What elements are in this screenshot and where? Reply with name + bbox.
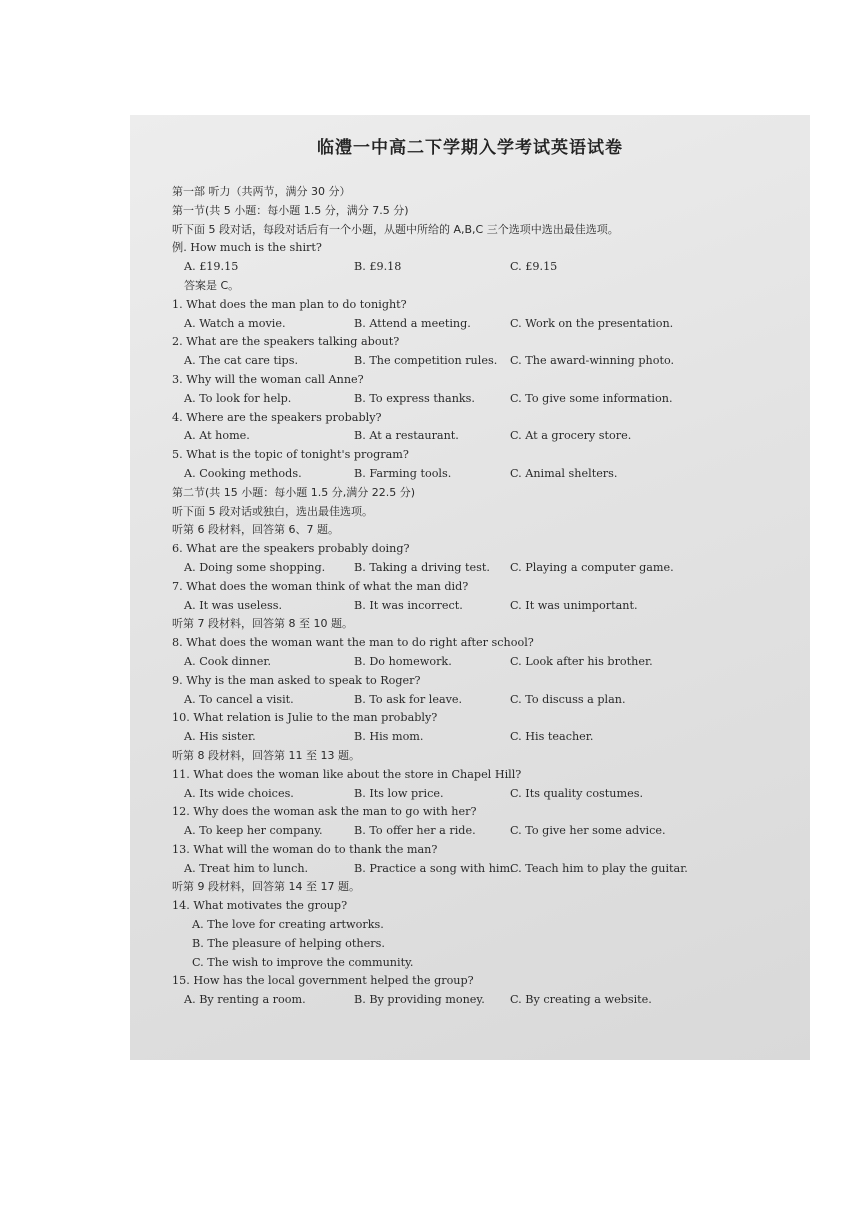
section-instruction: 听下面 5 段对话或独白，选出最佳选项。 (172, 504, 373, 518)
section-heading: 第一节(共 5 小题：每小题 1.5 分，满分 7.5 分) (172, 203, 409, 217)
option-a: A. To cancel a visit. (184, 692, 294, 706)
option-a: A. Treat him to lunch. (184, 861, 309, 875)
question: 6. What are the speakers probably doing? (172, 542, 410, 556)
option-a: A. At home. (184, 429, 250, 443)
option-c: C. His teacher. (510, 730, 594, 744)
option-a: A. The love for creating artworks. (192, 918, 384, 932)
options (172, 390, 792, 409)
option-a: A. To look for help. (184, 391, 292, 405)
question: 8. What does the woman want the man to do right after school? (172, 636, 534, 650)
option-b: B. Attend a meeting. (354, 316, 471, 330)
example-answer: 答案是 C。 (184, 278, 240, 292)
options (172, 653, 792, 672)
option-a: A. Cook dinner. (184, 654, 272, 668)
section-heading: 第二节(共 15 小题：每小题 1.5 分,满分 22.5 分) (172, 485, 416, 499)
option-c: C. The award-winning photo. (510, 354, 675, 368)
option-c: C. To give her some advice. (510, 824, 666, 838)
option-b: B. His mom. (354, 730, 424, 744)
option-c: C. Look after his brother. (510, 654, 653, 668)
material-heading: 听第 8 段材料，回答第 11 至 13 题。 (172, 748, 360, 762)
option-b: B. At a restaurant. (354, 429, 459, 443)
question: 2. What are the speakers talking about? (172, 335, 400, 349)
options (172, 991, 792, 1010)
option-a: A. £19.15 (184, 260, 239, 274)
options (172, 728, 792, 747)
part-heading: 第一部 听力（共两节，满分 30 分） (172, 185, 351, 198)
exam-paper (130, 115, 810, 1060)
option-b: B. To express thanks. (354, 391, 475, 405)
option-c: C. To discuss a plan. (510, 692, 626, 706)
option-b: B. To offer her a ride. (354, 824, 476, 838)
options (172, 315, 792, 334)
option-b: B. The competition rules. (354, 354, 498, 368)
material-heading: 听第 7 段材料，回答第 8 至 10 题。 (172, 617, 353, 631)
option-b: B. By providing money. (354, 993, 485, 1007)
options (172, 860, 792, 879)
question: 12. Why does the woman ask the man to go with her? (172, 805, 477, 819)
option-a: A. To keep her company. (184, 824, 323, 838)
options (172, 691, 792, 710)
option-c: C. £9.15 (510, 260, 558, 274)
material-heading: 听第 6 段材料，回答第 6、7 题。 (172, 523, 339, 537)
question: 4. Where are the speakers probably? (172, 410, 382, 424)
option-b: B. Farming tools. (354, 466, 452, 480)
option-b: B. £9.18 (354, 260, 402, 274)
option-a: A. The cat care tips. (184, 354, 299, 368)
option-a: A. It was useless. (184, 598, 283, 612)
option-b: B. Taking a driving test. (354, 560, 490, 574)
options (172, 559, 792, 578)
option-a: A. His sister. (184, 730, 256, 744)
option-c: C. At a grocery store. (510, 429, 632, 443)
options (172, 427, 792, 446)
option-a: A. Doing some shopping. (184, 560, 326, 574)
option-a: A. By renting a room. (184, 993, 306, 1007)
section-instruction: 听下面 5 段对话，每段对话后有一个小题，从题中所给的 A,B,C 三个选项中选出最佳选项。 (172, 222, 619, 236)
option-c: C. Its quality costumes. (510, 786, 644, 800)
option-c: C. Teach him to play the guitar. (510, 861, 688, 875)
option-c: C. The wish to improve the community. (192, 955, 414, 969)
question: 3. Why will the woman call Anne? (172, 372, 364, 386)
option-c: C. Animal shelters. (510, 466, 618, 480)
option-c: C. To give some information. (510, 391, 673, 405)
option-a: A. Its wide choices. (184, 786, 294, 800)
question: 15. How has the local government helped the group? (172, 974, 474, 988)
question: 11. What does the woman like about the store in Chapel Hill? (172, 767, 522, 781)
paper-content (172, 183, 792, 1010)
option-a: A. Watch a movie. (184, 316, 286, 330)
question: 1. What does the man plan to do tonight? (172, 297, 407, 311)
option-b: B. Practice a song with him. (354, 861, 514, 875)
option-b: B. It was incorrect. (354, 598, 463, 612)
option-c: C. By creating a website. (510, 993, 652, 1007)
option-b: B. Its low price. (354, 786, 444, 800)
options (172, 352, 792, 371)
example-question: 例. How much is the shirt? (172, 241, 322, 255)
options (172, 822, 792, 841)
options (172, 597, 792, 616)
example-options (172, 258, 792, 277)
question: 5. What is the topic of tonight's program? (172, 448, 409, 462)
option-b: B. The pleasure of helping others. (192, 936, 385, 950)
option-b: B. To ask for leave. (354, 692, 463, 706)
question: 14. What motivates the group? (172, 899, 348, 913)
material-heading: 听第 9 段材料，回答第 14 至 17 题。 (172, 880, 360, 894)
question: 7. What does the woman think of what the man did? (172, 579, 469, 593)
option-a: A. Cooking methods. (184, 466, 302, 480)
option-b: B. Do homework. (354, 654, 452, 668)
options (172, 465, 792, 484)
exam-title: 临澧一中高二下学期入学考试英语试卷 (317, 138, 623, 158)
option-c: C. It was unimportant. (510, 598, 638, 612)
option-c: C. Work on the presentation. (510, 316, 674, 330)
options (172, 785, 792, 804)
question: 13. What will the woman do to thank the man? (172, 842, 438, 856)
option-c: C. Playing a computer game. (510, 560, 674, 574)
question: 10. What relation is Julie to the man probably? (172, 711, 438, 725)
question: 9. Why is the man asked to speak to Roger? (172, 673, 421, 687)
